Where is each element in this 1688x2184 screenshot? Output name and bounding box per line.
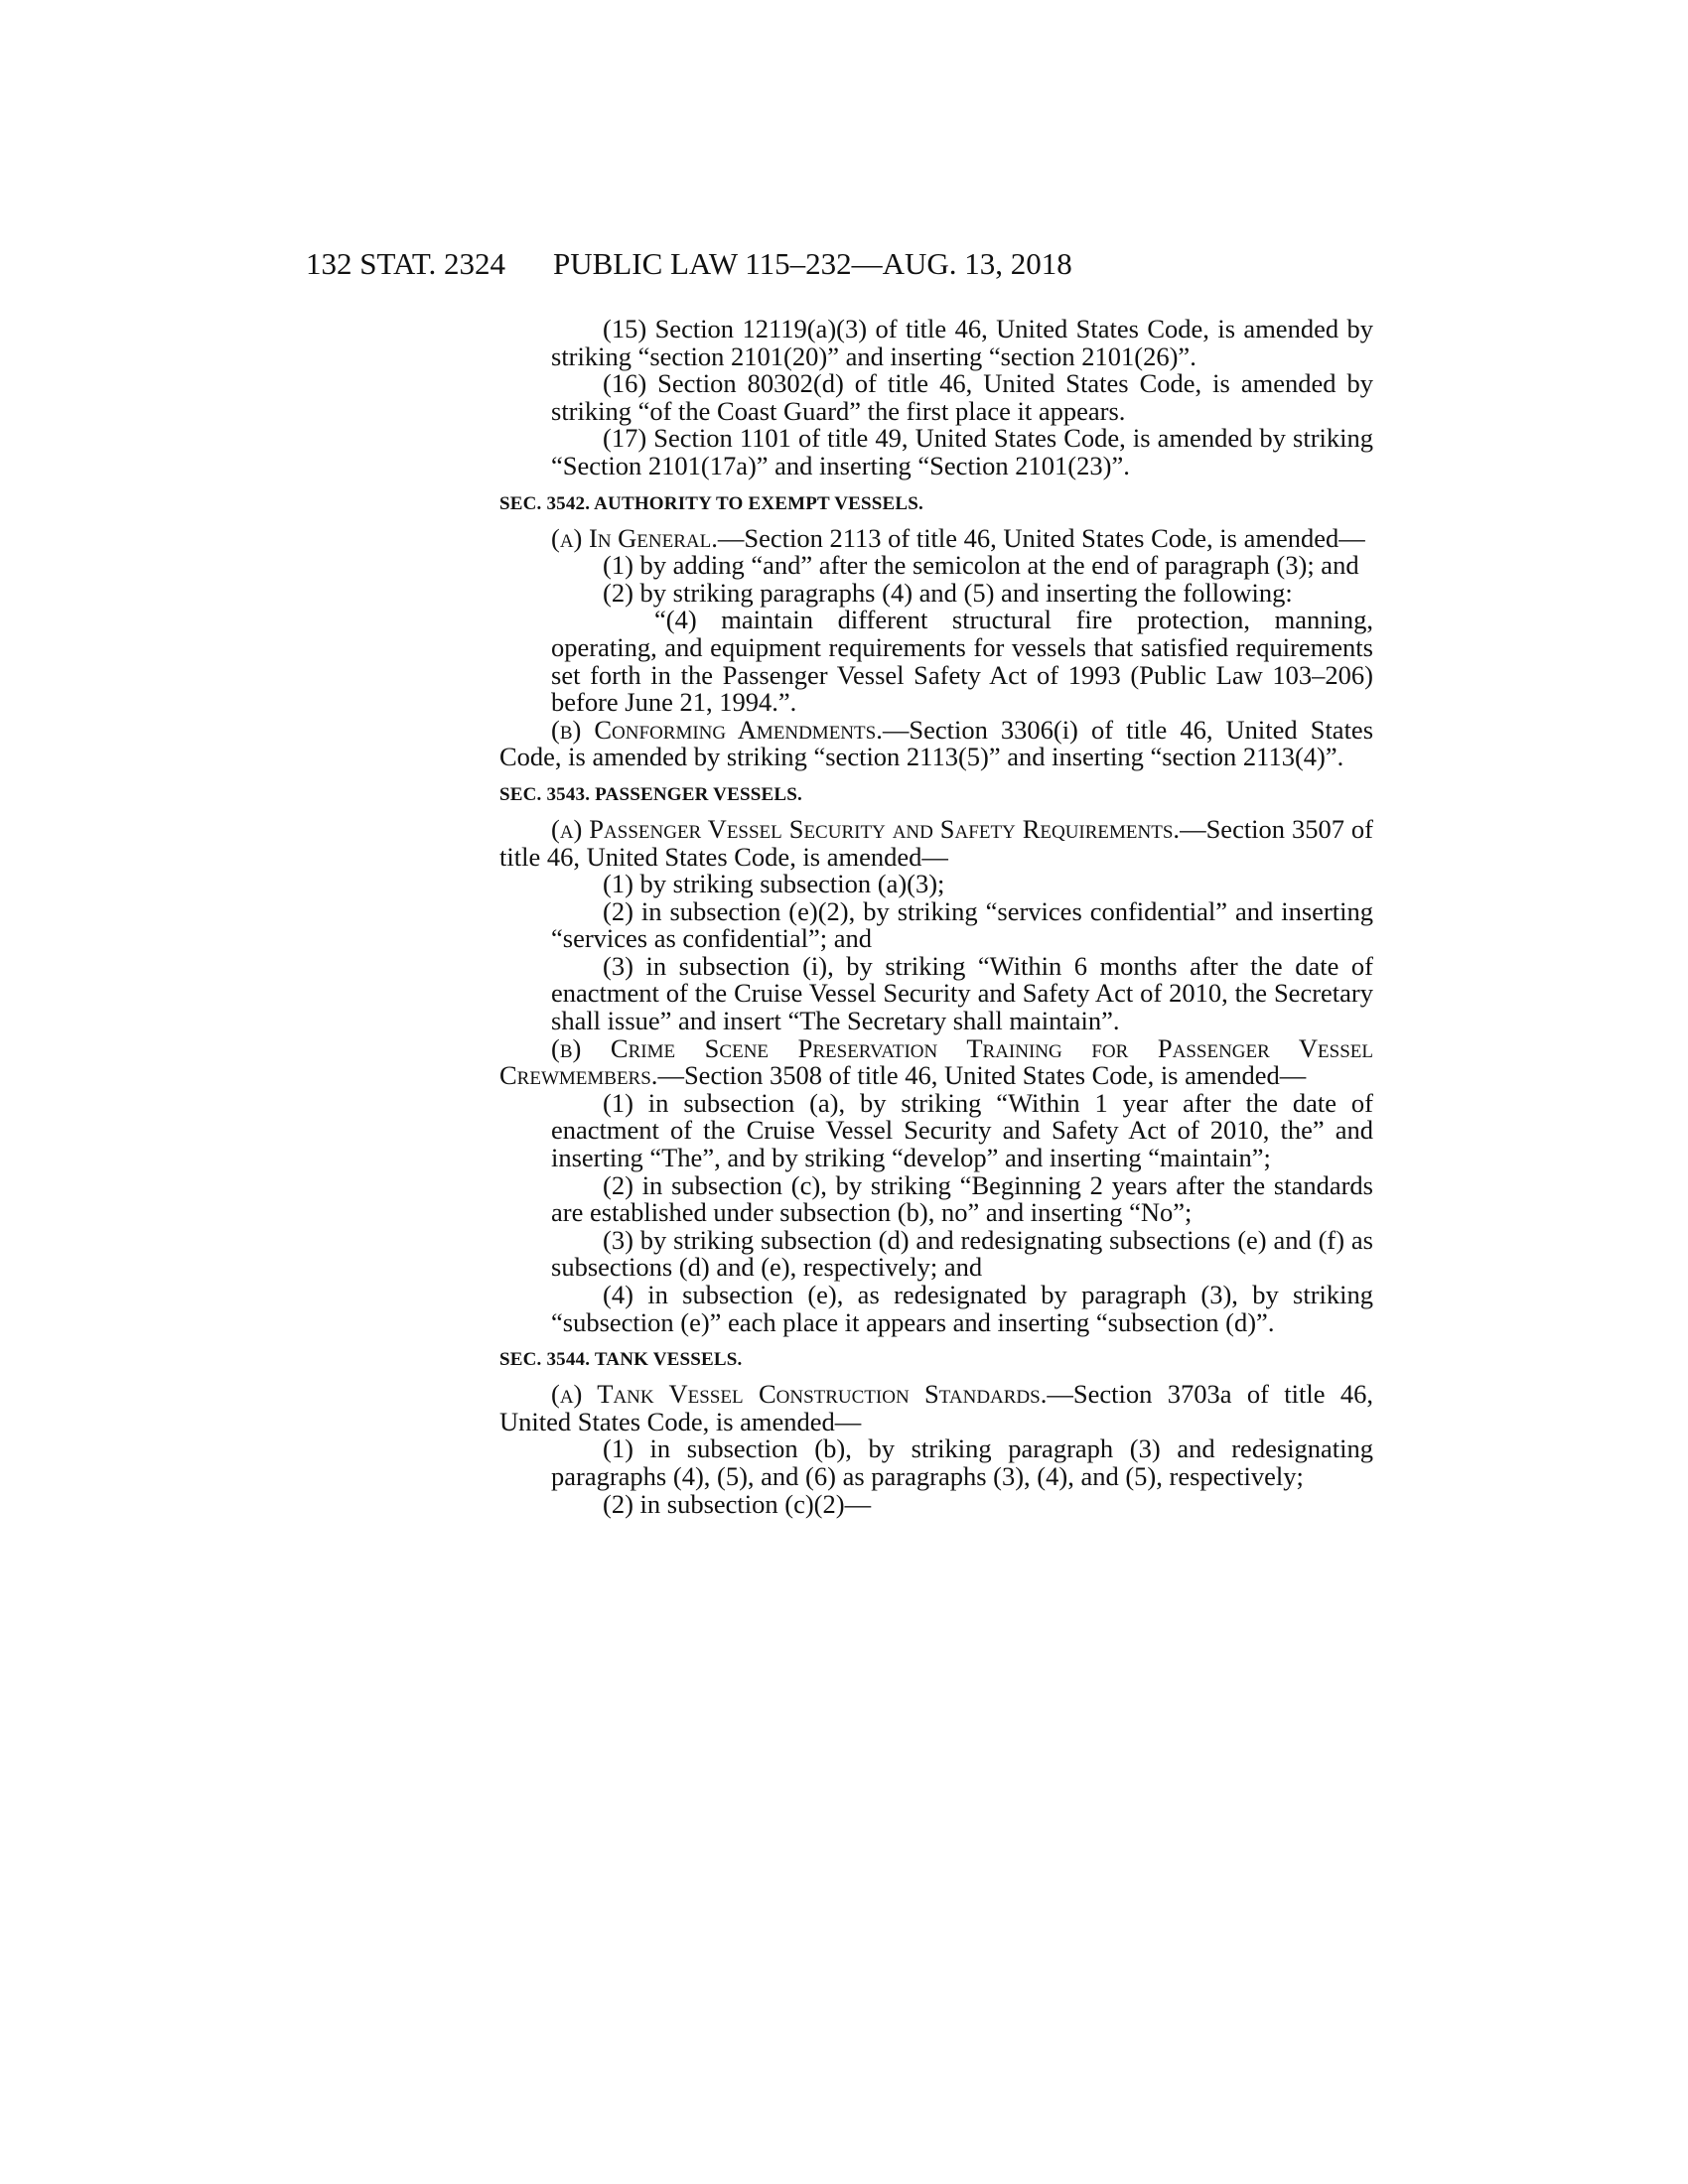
section-heading-3544: SEC. 3544. TANK VESSELS. bbox=[499, 1349, 743, 1371]
subsection-3543-a bbox=[499, 813, 1373, 872]
quoted-amendment: “(4) maintain different structural fire protection, manning, operating, and equipment requirements for vessels that satisfied requirements set forth in the Passenger Vessel Safety Act of 1993 (Public Law 103–206) before June 21, 1994.”. bbox=[551, 605, 1373, 718]
paragraph-3543-b3: (3) by striking subsection (d) and redesignating subsections (e) and (f) as subsections (d) and (e), respectively; and bbox=[551, 1224, 1373, 1283]
paragraph-3544-a2: (2) in subsection (c)(2)— bbox=[603, 1488, 872, 1519]
stat-reference: 132 STAT. 2324 bbox=[306, 246, 506, 281]
paragraph-16: (16) Section 80302(d) of title 46, United States Code, is amended by striking “of the Coast Guard” the first place it appears. bbox=[551, 368, 1373, 426]
paragraph-3543-b4: (4) in subsection (e), as redesignated by paragraph (3), by striking “subsection (e)” each place it appears and inserting “subsection (d)”. bbox=[551, 1280, 1373, 1337]
paragraph-3543-b2: (2) in subsection (c), by striking “Beginning 2 years after the standards are established under subsection (b), no” and inserting “No”; bbox=[551, 1169, 1373, 1228]
subsection-lead: (a) In General. bbox=[551, 522, 718, 553]
section-heading-3542: SEC. 3542. AUTHORITY TO EXEMPT VESSELS. bbox=[499, 492, 923, 514]
paragraph-3543-a2: (2) in subsection (e)(2), by striking “services confidential” and inserting “services as confidential”; and bbox=[551, 895, 1373, 954]
paragraph-3543-b1: (1) in subsection (a), by striking “Within 1 year after the date of enactment of the Cruise Vessel Security and Safety Act of 2010, the” and inserting “The”, and by striking “develop” and inserting “maintain”; bbox=[551, 1087, 1373, 1173]
section-heading-3543: SEC. 3543. PASSENGER VESSELS. bbox=[499, 783, 802, 805]
subsection-text: —Section 3507 of title 46, United States Code, is amended— bbox=[499, 813, 1373, 872]
paragraph-15: (15) Section 12119(a)(3) of title 46, United States Code, is amended by striking “section 2101(20)” and inserting “section 2101(26)”. bbox=[551, 314, 1373, 371]
paragraph-3543-a3: (3) in subsection (i), by striking “Within 6 months after the date of enactment of the Cruise Vessel Security and Safety Act of 2010, the Secretary shall issue” and insert “The Secretary shall maintain”. bbox=[551, 950, 1373, 1036]
subsection-3542-a bbox=[499, 522, 1373, 553]
subsection-text: —Section 3306(i) of title 46, United States Code, is amended by striking “section 2113(5)” and inserting “section 2113(4)”. bbox=[499, 714, 1374, 772]
paragraph-17: (17) Section 1101 of title 49, United States Code, is amended by striking “Section 2101(17a)” and inserting “Section 2101(23)”. bbox=[551, 423, 1373, 480]
page-header bbox=[0, 246, 1688, 286]
subsection-text: —Section 2113 of title 46, United States Code, is amended— bbox=[717, 522, 1365, 553]
subsection-lead: (b) Crime Scene Preservation Training for Passenger Vessel Crewmembers. bbox=[499, 1032, 1373, 1091]
paragraph-3544-a1: (1) in subsection (b), by striking paragraph (3) and redesignating paragraphs (4), (5), and (6) as paragraphs (3), (4), and (5), respectively; bbox=[551, 1433, 1373, 1491]
running-title: PUBLIC LAW 115–232—AUG. 13, 2018 bbox=[553, 246, 1072, 281]
subsection-3543-b bbox=[499, 1032, 1373, 1091]
subsection-3542-b bbox=[499, 714, 1374, 772]
subsection-text: —Section 3508 of title 46, United States Code, is amended— bbox=[657, 1060, 1307, 1091]
subsection-text: —Section 3703a of title 46, United States Code, is amended— bbox=[499, 1379, 1373, 1436]
subsection-3544-a bbox=[499, 1381, 1373, 1435]
subsection-lead: (a) Passenger Vessel Security and Safety Requirements. bbox=[551, 813, 1181, 844]
subsection-lead: (a) Tank Vessel Construction Standards. bbox=[551, 1379, 1048, 1410]
document-body bbox=[499, 316, 1373, 1518]
subsection-lead: (b) Conforming Amendments. bbox=[551, 714, 883, 745]
paragraph-3543-a1: (1) by striking subsection (a)(3); bbox=[603, 869, 945, 899]
paragraph-3542-a2: (2) by striking paragraphs (4) and (5) and inserting the following: bbox=[603, 577, 1293, 608]
paragraph-3542-a1: (1) by adding “and” after the semicolon at the end of paragraph (3); and bbox=[603, 550, 1359, 581]
